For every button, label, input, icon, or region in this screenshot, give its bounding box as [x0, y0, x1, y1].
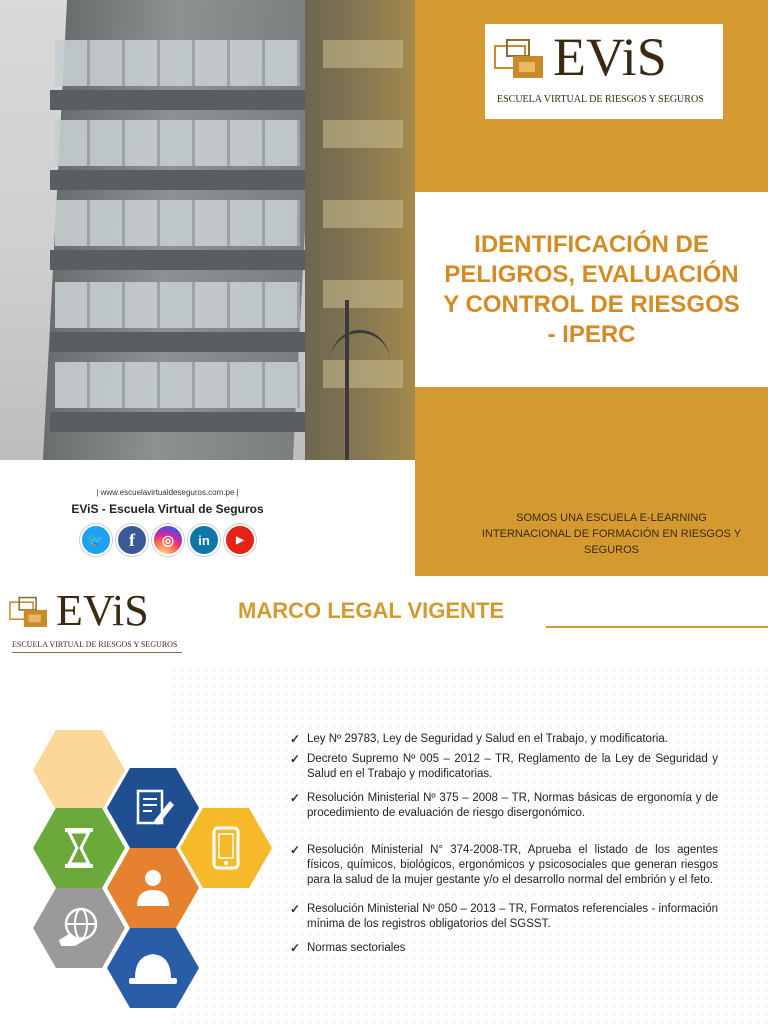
evis-logo-small [8, 586, 188, 660]
presentation-title: IDENTIFICACIÓN DE PELIGROS, EVALUACIÓN Y CONTROL DE RIESGOS - IPERC [443, 230, 740, 348]
legal-list [290, 732, 718, 956]
linkedin-icon[interactable]: in [188, 524, 220, 556]
contact-block [0, 460, 335, 576]
list-item [290, 752, 718, 782]
check-icon: ✓ [290, 791, 301, 805]
hex-globe-hand [33, 888, 125, 968]
law-text: Normas sectoriales [307, 942, 406, 954]
twitter-icon[interactable]: 🐦 [80, 524, 112, 556]
title-box [415, 192, 768, 387]
tablet-icon [209, 826, 243, 870]
check-icon: ✓ [290, 752, 301, 766]
facebook-icon[interactable]: f [116, 524, 148, 556]
law-text: Resolución Ministerial Nº 050 – 2013 – TR, Formatos referenciales - información mínima de los registros obligatorios del SGSST. [307, 903, 718, 930]
title-underline [546, 626, 768, 628]
check-icon: ✓ [290, 902, 301, 916]
tagline-line-1: SOMOS UNA ESCUELA E-LEARNING [516, 512, 707, 524]
tagline [415, 510, 768, 558]
hard-hat-icon [125, 948, 181, 988]
hourglass-icon [59, 826, 99, 870]
document-pen-icon [130, 785, 176, 831]
law-text: Resolución Ministerial Nº 375 – 2008 – TR, Normas básicas de ergonomía y de procedimiento de evaluación de riesgo disergonómico. [307, 792, 718, 819]
tagline-line-2: INTERNACIONAL DE FORMACIÓN EN RIESGOS Y SEGUROS [481, 528, 742, 556]
list-item [290, 941, 718, 956]
instagram-icon[interactable]: ◎ [152, 524, 184, 556]
law-text: Decreto Supremo Nº 005 – 2012 – TR, Reglamento de la Ley de Seguridad y Salud en el Trabajo y modificatorias. [307, 753, 718, 780]
evis-subtitle: ESCUELA VIRTUAL DE RIESGOS Y SEGUROS [12, 640, 178, 649]
evis-subtitle: ESCUELA VIRTUAL DE RIESGOS Y SEGUROS [497, 94, 704, 105]
social-links [80, 524, 256, 556]
check-icon: ✓ [290, 732, 301, 746]
section-title: MARCO LEGAL VIGENTE [238, 598, 505, 623]
evis-logo-mark-icon [493, 38, 549, 82]
school-name: EViS - Escuela Virtual de Seguros [71, 502, 264, 516]
website-url[interactable]: | www.escuelavirtualdeseguros.com.pe | [96, 488, 239, 497]
check-icon: ✓ [290, 941, 301, 955]
law-text: Ley Nº 29783, Ley de Seguridad y Salud en el Trabajo, y modificatoria. [307, 733, 668, 745]
evis-logo-mark-icon [8, 596, 52, 630]
globe-hand-icon [55, 904, 103, 952]
hex-yellow [33, 730, 125, 810]
building-photo [0, 0, 415, 460]
law-text: Resolución Ministerial N° 374-2008-TR, Aprueba el listado de los agentes físicos, químicos, biológicos, ergonómicos y psicosociales que generan riesgos para la salud de la mujer gestante y/o el desarrollo normal del embrión y el feto. [307, 844, 718, 886]
list-item [290, 732, 718, 747]
hex-hourglass [33, 808, 125, 888]
user-icon [131, 866, 175, 910]
youtube-icon[interactable]: ▶ [224, 524, 256, 556]
evis-wordmark: EViS [553, 27, 667, 87]
list-item [290, 843, 718, 888]
check-icon: ✓ [290, 843, 301, 857]
legal-framework-slide [0, 576, 768, 1024]
evis-logo-large [485, 24, 723, 119]
evis-wordmark: EViS [56, 586, 149, 635]
list-item [290, 902, 718, 932]
list-item [290, 791, 718, 821]
